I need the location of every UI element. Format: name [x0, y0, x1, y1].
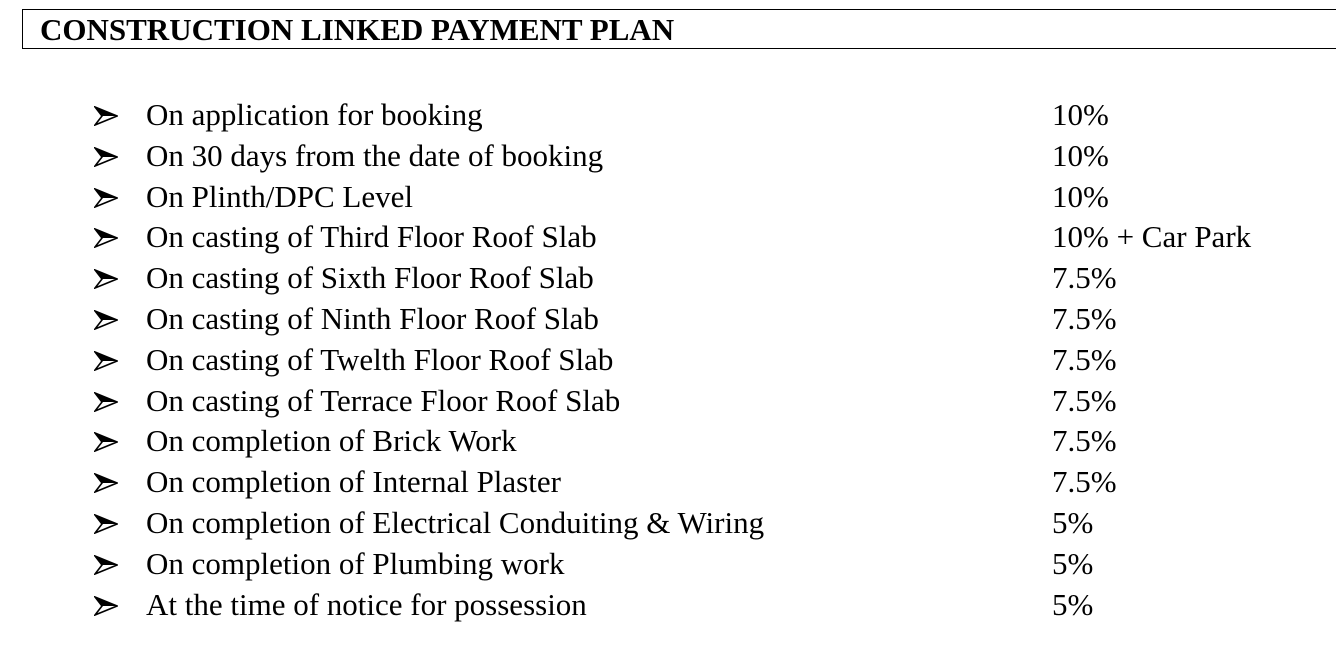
plan-item-percentage: 7.5% [1052, 341, 1117, 377]
plan-item-label: On application for booking [146, 97, 483, 132]
plan-item-percentage: 7.5% [1052, 260, 1117, 296]
payment-plan-list [0, 95, 1336, 625]
list-item [0, 177, 1336, 218]
plan-item-label: On completion of Plumbing work [146, 545, 565, 581]
arrowhead-bullet-icon [94, 381, 120, 421]
plan-item-percentage: 5% [1052, 586, 1094, 622]
list-item [0, 462, 1336, 503]
arrowhead-bullet-icon [94, 299, 120, 339]
plan-item-label: On casting of Twelth Floor Roof Slab [146, 341, 614, 377]
plan-item-percentage: 7.5% [1052, 423, 1117, 459]
arrowhead-bullet-icon [94, 462, 120, 502]
arrowhead-bullet-icon [94, 258, 120, 298]
list-item [0, 136, 1336, 177]
list-item [0, 585, 1336, 626]
arrowhead-bullet-icon [94, 217, 120, 257]
arrowhead-bullet-icon [94, 585, 120, 625]
plan-item-label: On completion of Brick Work [146, 423, 517, 459]
arrowhead-bullet-icon [94, 340, 120, 380]
list-item [0, 217, 1336, 258]
arrowhead-bullet-icon [94, 95, 120, 135]
plan-item-percentage: 10% [1052, 97, 1109, 132]
plan-item-label: On casting of Sixth Floor Roof Slab [146, 260, 594, 296]
list-item [0, 421, 1336, 462]
list-item [0, 95, 1336, 136]
plan-item-percentage: 10% [1052, 137, 1109, 173]
plan-item-percentage: 5% [1052, 504, 1094, 540]
plan-item-percentage: 7.5% [1052, 382, 1117, 418]
arrowhead-bullet-icon [94, 136, 120, 176]
plan-item-percentage: 10% [1052, 178, 1109, 214]
page-title: CONSTRUCTION LINKED PAYMENT PLAN [40, 12, 675, 47]
plan-item-percentage: 5% [1052, 545, 1094, 581]
title-box [22, 9, 1336, 49]
plan-item-label: On Plinth/DPC Level [146, 178, 413, 214]
plan-item-label: On completion of Internal Plaster [146, 464, 561, 500]
list-item [0, 299, 1336, 340]
list-item [0, 258, 1336, 299]
plan-item-percentage: 7.5% [1052, 300, 1117, 336]
plan-item-percentage: 7.5% [1052, 464, 1117, 500]
arrowhead-bullet-icon [94, 503, 120, 543]
list-item [0, 340, 1336, 381]
arrowhead-bullet-icon [94, 421, 120, 461]
arrowhead-bullet-icon [94, 177, 120, 217]
list-item [0, 544, 1336, 585]
plan-item-label: On 30 days from the date of booking [146, 137, 604, 173]
list-item [0, 503, 1336, 544]
plan-item-label: On completion of Electrical Conduiting & Wiring [146, 504, 765, 540]
plan-item-label: On casting of Third Floor Roof Slab [146, 219, 597, 255]
plan-item-label: On casting of Terrace Floor Roof Slab [146, 382, 621, 418]
plan-item-label: On casting of Ninth Floor Roof Slab [146, 300, 599, 336]
list-item [0, 381, 1336, 422]
plan-item-percentage: 10% + Car Park [1052, 219, 1252, 255]
arrowhead-bullet-icon [94, 544, 120, 584]
plan-item-label: At the time of notice for possession [146, 586, 587, 622]
